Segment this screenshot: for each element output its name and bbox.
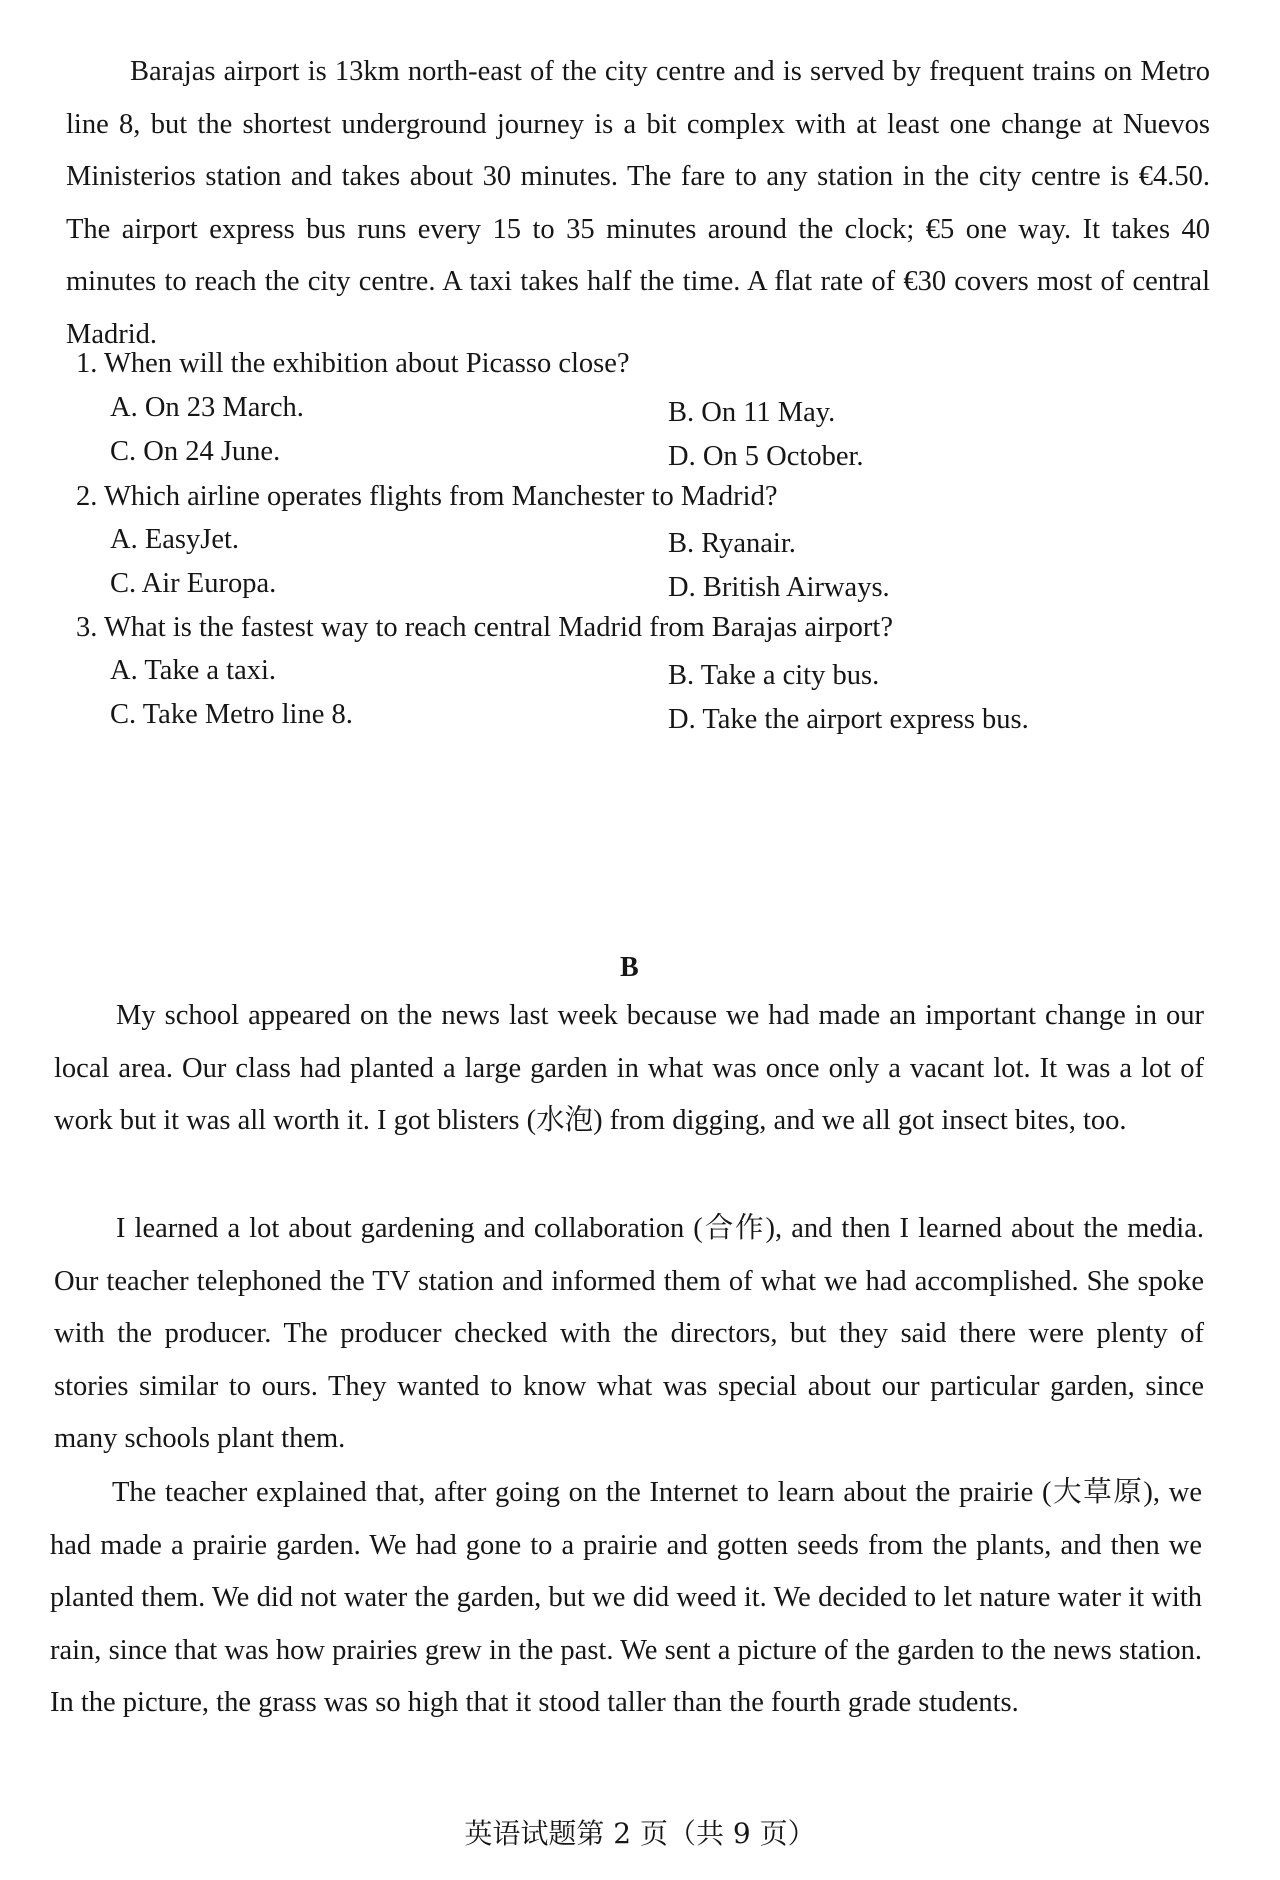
- option-c: C. On 24 June.: [110, 436, 281, 467]
- option-a: A. EasyJet.: [110, 524, 240, 555]
- question-number: 3.: [76, 612, 98, 643]
- option-a: A. On 23 March.: [110, 392, 304, 423]
- section-heading: B: [620, 952, 639, 983]
- passage-b-paragraph-2: I learned a lot about gardening and collaboration (合作), and then I learned about the media. Our teacher telephoned the TV station and informed them of what we had accomplished. She spoke with the producer. The producer checked with the directors, but they said there were plenty of stories similar to ours. They wanted to know what was special about our particular garden, since many schools plant them.: [54, 1213, 1204, 1454]
- question-number: 2.: [76, 481, 98, 512]
- option-a: A. Take a taxi.: [110, 655, 277, 686]
- question-text: Which airline operates flights from Manchester to Madrid?: [104, 481, 778, 512]
- question-text: What is the fastest way to reach central Madrid from Barajas airport?: [104, 612, 893, 643]
- question-number: 1.: [76, 348, 98, 379]
- question-text: When will the exhibition about Picasso close?: [104, 348, 630, 379]
- passage-a-paragraph: Barajas airport is 13km north-east of the city centre and is served by frequent trains on Metro line 8, but the shortest underground journey is a bit complex with at least one change at Nuevos Ministerios station and takes about 30 minutes. The fare to any station in the city centre is €4.50. The airport express bus runs every 15 to 35 minutes around the clock; €5 one way. It takes 40 minutes to reach the city centre. A taxi takes half the time. A flat rate of €30 covers most of central Madrid.: [66, 56, 1210, 350]
- question-1: [76, 344, 1216, 384]
- option-b: B. Take a city bus.: [668, 660, 880, 691]
- option-d: D. Take the airport express bus.: [668, 704, 1029, 735]
- question-3: [76, 608, 1216, 648]
- question-2: [76, 477, 1216, 517]
- passage-b-paragraph-3: The teacher explained that, after going on the Internet to learn about the prairie (大草原), we had made a prairie garden. We had gone to a prairie and gotten seeds from the plants, and then we planted them. We did not water the garden, but we did weed it. We decided to let nature water it with rain, since that was how prairies grew in the past. We sent a picture of the garden to the news station. In the picture, the grass was so high that it stood taller than the fourth grade students.: [50, 1477, 1202, 1718]
- option-d: D. British Airways.: [668, 572, 890, 603]
- passage-b-paragraph-1: My school appeared on the news last week because we had made an important change in our local area. Our class had planted a large garden in what was once only a vacant lot. It was a lot of work but it was all worth it. I got blisters (水泡) from digging, and we all got insect bites, too.: [54, 1000, 1204, 1136]
- option-d: D. On 5 October.: [668, 441, 864, 472]
- option-b: B. Ryanair.: [668, 528, 796, 559]
- option-b: B. On 11 May.: [668, 397, 836, 428]
- page-footer: 英语试题第 2 页（共 9 页）: [464, 1817, 816, 1850]
- option-c: C. Take Metro line 8.: [110, 699, 353, 730]
- option-c: C. Air Europa.: [110, 568, 277, 599]
